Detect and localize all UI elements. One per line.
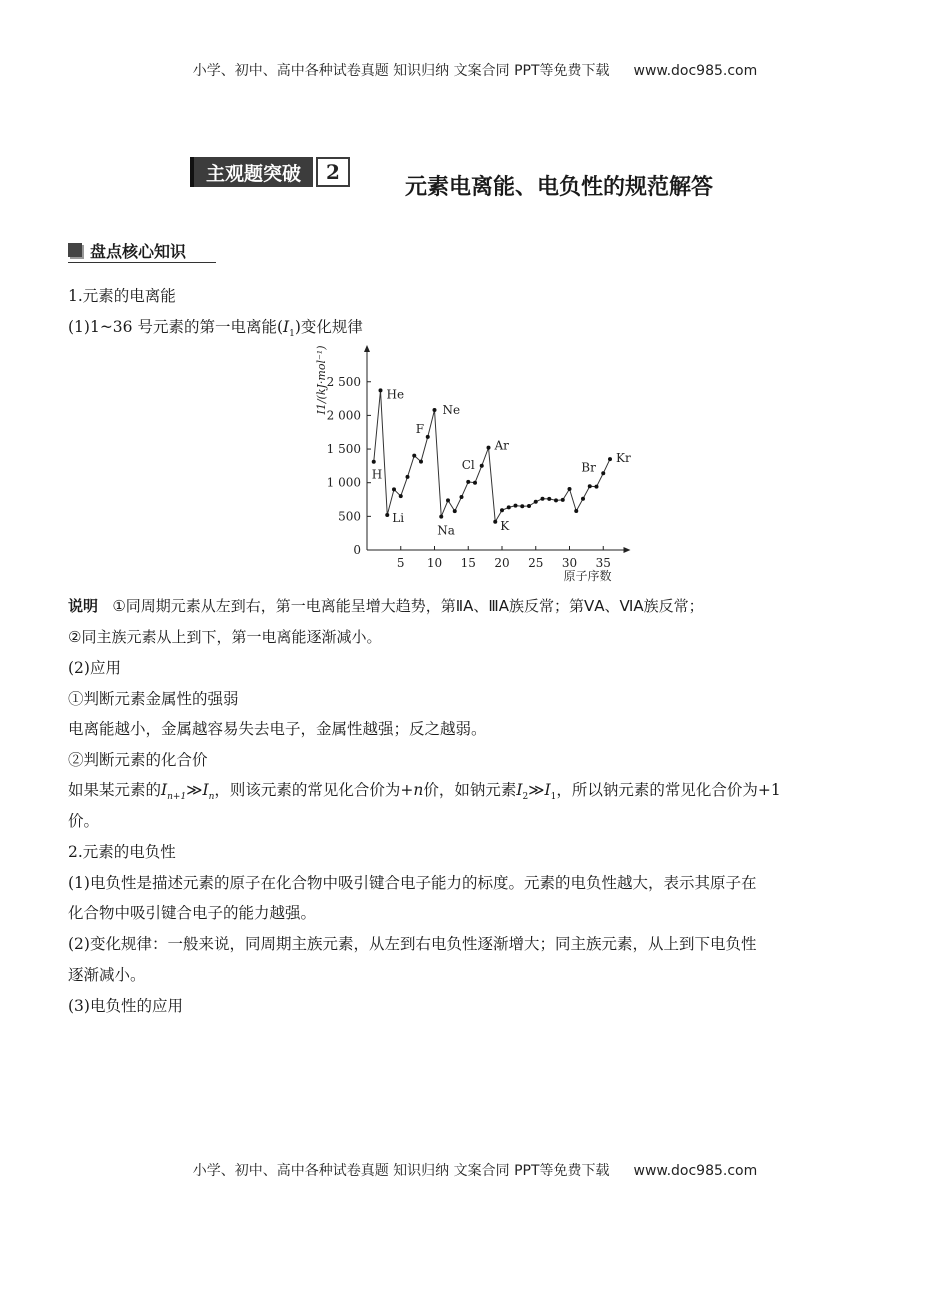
element-label-he: He	[386, 387, 405, 402]
paragraph-ie-rule: (1)1~36 号元素的第一电离能$(I_1)$变化规律	[68, 318, 363, 340]
data-point	[473, 481, 477, 485]
x-axis-arrow	[624, 547, 631, 553]
element-label-ne: Ne	[442, 402, 461, 417]
data-point	[412, 454, 416, 458]
data-point	[372, 460, 376, 464]
y-tick-label: 2 500	[326, 374, 361, 389]
note-line-1: 说明 ①同周期元素从左到右，第一电离能呈增大趋势，第ⅡA、ⅢA族反常；第ⅤA、ⅥA族反常；	[68, 597, 704, 615]
data-point	[520, 504, 524, 508]
y-axis-label: I1/(kJ·mol⁻¹)	[315, 345, 328, 415]
footer-url[interactable]: www.doc985.com	[633, 1163, 758, 1179]
heading-electronegativity: 2.元素的电负性	[68, 843, 176, 861]
x-tick-label: 35	[595, 556, 611, 570]
section-title: 盘点核心知识	[90, 241, 187, 261]
paragraph-valence-detail: 如果某元素的$I_{n+1}≫I_n$，则该元素的常见化合价为+n价，如钠元素$I_2≫I_1$，所以钠元素的常见化合价为+1	[68, 781, 781, 803]
y-tick-label: 500	[338, 509, 361, 524]
header-text: 小学、初中、高中各种试卷真题 知识归纳 文案合同 PPT等免费下载	[192, 63, 610, 79]
paragraph-en-definition: (1)电负性是描述元素的原子在化合物中吸引键合电子能力的标度。元素的电负性越大，表示其原子在	[68, 874, 757, 892]
element-label-na: Na	[437, 523, 455, 538]
element-label-k: K	[500, 518, 510, 533]
data-point	[487, 446, 491, 450]
note-label: 说明	[68, 597, 99, 615]
data-point	[426, 435, 430, 439]
data-point	[608, 457, 612, 461]
badge-label: 主观题突破	[190, 157, 313, 187]
page-footer	[0, 1160, 950, 1180]
data-point	[439, 515, 443, 519]
data-point	[385, 513, 389, 517]
data-point	[588, 484, 592, 488]
element-label-ar: Ar	[494, 438, 509, 453]
element-label-f: F	[415, 421, 425, 436]
ie-series-line	[371, 390, 610, 521]
data-point	[534, 500, 538, 504]
data-point	[419, 460, 423, 464]
data-point	[568, 487, 572, 491]
paragraph-valence: ②判断元素的化合价	[68, 751, 208, 769]
paragraph-en-trend: (2)变化规律：一般来说，同周期主族元素，从左到右电负性逐渐增大；同主族元素，从上到下电负性	[68, 935, 757, 953]
data-point	[379, 388, 383, 392]
section-heading	[68, 238, 216, 263]
element-label-cl: Cl	[461, 457, 475, 472]
element-label-h: H	[371, 467, 383, 482]
data-point	[595, 485, 599, 489]
y-tick-label: 1 500	[326, 442, 361, 457]
ionization-energy-chart	[300, 340, 650, 585]
data-point	[574, 509, 578, 513]
badge-number: 2	[316, 157, 350, 187]
y-tick-label: 0	[353, 543, 361, 557]
data-point	[547, 497, 551, 501]
element-label-li: Li	[392, 511, 405, 526]
y-tick-label: 2 000	[326, 408, 361, 423]
x-tick-label: 30	[561, 556, 578, 570]
paragraph-valence-end: 价。	[68, 812, 100, 830]
data-point	[433, 408, 437, 412]
y-axis-arrow	[364, 345, 370, 352]
x-tick-label: 15	[460, 556, 476, 570]
data-point	[466, 480, 470, 484]
note-line-2: ②同主族元素从上到下，第一电离能逐渐减小。	[68, 628, 382, 646]
data-point	[460, 495, 464, 499]
data-point	[527, 504, 531, 508]
data-point	[514, 504, 518, 508]
x-tick-label: 20	[494, 556, 510, 570]
data-point	[480, 464, 484, 468]
paragraph-en-definition-2: 化合物中吸引键合电子的能力越强。	[68, 904, 317, 922]
data-point	[581, 497, 585, 501]
y-tick-label: 1 000	[326, 475, 361, 490]
paragraph-en-trend-2: 逐渐减小。	[68, 966, 146, 984]
data-point	[601, 471, 605, 475]
data-point	[493, 520, 497, 524]
data-point	[392, 487, 396, 491]
paragraph-metallic: ①判断元素金属性的强弱	[68, 690, 239, 708]
element-label-kr: Kr	[616, 451, 631, 466]
x-axis-label: 原子序数	[563, 569, 612, 583]
paragraph-en-application: (3)电负性的应用	[68, 997, 183, 1015]
heading-ionization: 1.元素的电离能	[68, 287, 176, 305]
footer-text: 小学、初中、高中各种试卷真题 知识归纳 文案合同 PPT等免费下载	[192, 1163, 610, 1179]
data-point	[406, 475, 410, 479]
page-header	[0, 60, 950, 80]
paragraph-metallic-detail: 电离能越小，金属越容易失去电子，金属性越强；反之越弱。	[68, 720, 487, 738]
data-point	[500, 508, 504, 512]
document-icon	[68, 243, 82, 257]
page-title: 元素电离能、电负性的规范解答	[405, 175, 714, 200]
data-point	[554, 498, 558, 502]
data-point	[561, 498, 565, 502]
element-label-br: Br	[581, 460, 596, 475]
header-url[interactable]: www.doc985.com	[633, 63, 758, 79]
data-point	[399, 494, 403, 498]
topic-badge	[190, 157, 350, 187]
x-tick-label: 10	[426, 556, 443, 570]
data-point	[541, 497, 545, 501]
x-tick-label: 5	[396, 556, 405, 570]
data-point	[446, 498, 450, 502]
x-tick-label: 25	[528, 556, 544, 570]
data-point	[507, 505, 511, 509]
paragraph-application: (2)应用	[68, 659, 121, 677]
data-point	[453, 509, 457, 513]
